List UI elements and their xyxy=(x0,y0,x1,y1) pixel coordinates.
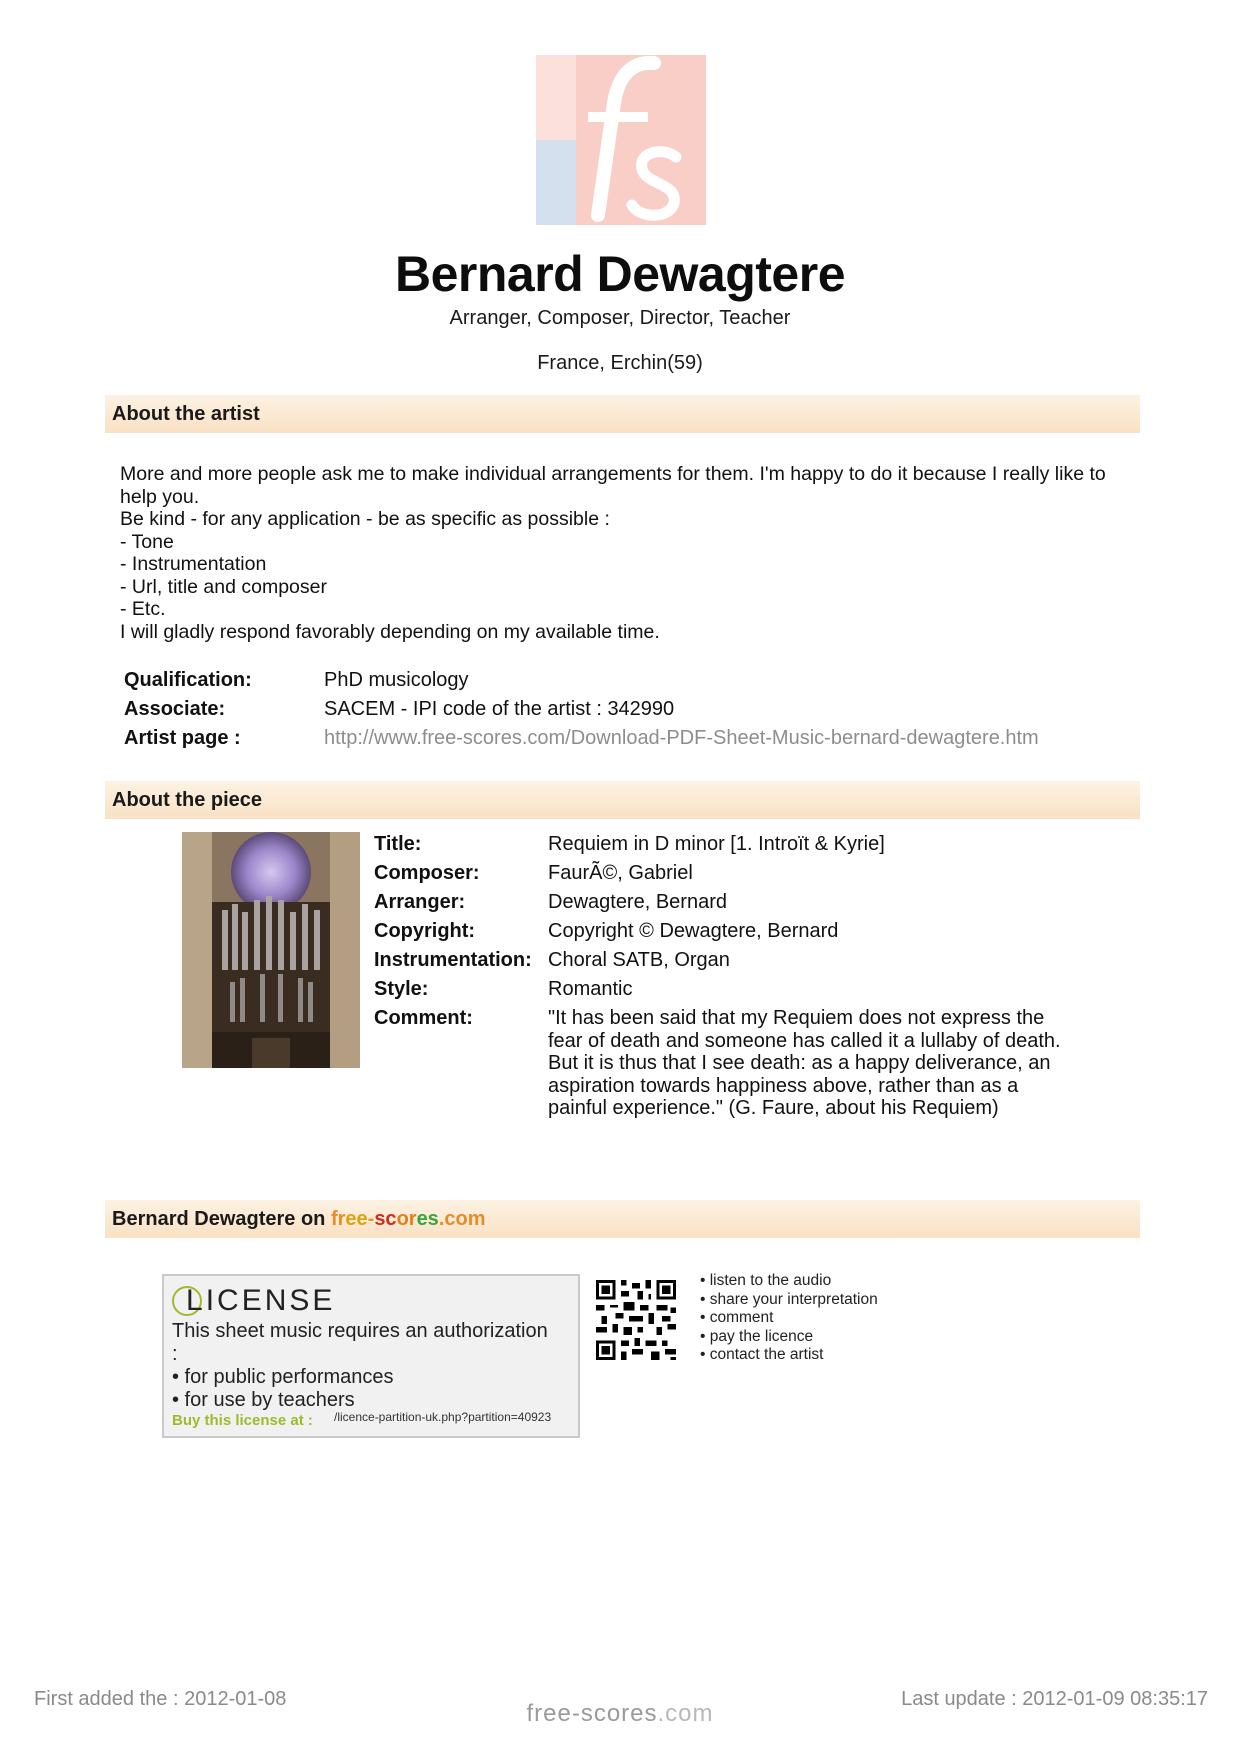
brand-part: or xyxy=(396,1208,417,1230)
artist-info-table xyxy=(124,666,1039,753)
copyright-value: Copyright © Dewagtere, Bernard xyxy=(548,920,839,942)
style-row xyxy=(374,975,1068,1004)
license-description xyxy=(172,1320,572,1412)
qr-code-icon[interactable] xyxy=(596,1280,676,1360)
associate-value: SACEM - IPI code of the artist : 342990 xyxy=(324,698,675,720)
license-line: : xyxy=(172,1343,178,1365)
artist-page-row xyxy=(124,724,1039,753)
copyright-row xyxy=(374,917,1068,946)
instrumentation-value: Choral SATB, Organ xyxy=(548,949,730,971)
artist-location: France, Erchin(59) xyxy=(537,352,703,374)
style-value: Romantic xyxy=(548,978,633,1000)
qualification-label: Qualification: xyxy=(124,669,252,691)
instrumentation-row xyxy=(374,946,1068,975)
free-scores-logo xyxy=(536,55,706,225)
artist-bio xyxy=(120,463,1130,643)
arranger-row xyxy=(374,888,1068,917)
bio-line: - Url, title and composer xyxy=(120,575,327,598)
arranger-label: Arranger: xyxy=(374,891,466,913)
brand-part: sc xyxy=(374,1208,397,1230)
features-list xyxy=(700,1272,878,1365)
license-box xyxy=(162,1274,580,1438)
footer-brand-tld: .com xyxy=(657,1700,714,1727)
associate-row xyxy=(124,695,1039,724)
piece-title-label: Title: xyxy=(374,833,422,855)
arranger-value: Dewagtere, Bernard xyxy=(548,891,727,913)
feature-contact-artist[interactable]: • contact the artist xyxy=(700,1346,824,1363)
piece-title-value: Requiem in D minor [1. Introït & Kyrie] xyxy=(548,833,885,855)
comment-row xyxy=(374,1004,1068,1120)
bio-line: - Tone xyxy=(120,530,174,553)
first-added-date: First added the : 2012-01-08 xyxy=(34,1688,287,1710)
organ-photo xyxy=(182,832,360,1068)
feature-comment[interactable]: • comment xyxy=(700,1309,774,1326)
bio-line: I will gladly respond favorably depending on my available time. xyxy=(120,620,660,643)
copyright-label: Copyright: xyxy=(374,920,476,942)
comment-label: Comment: xyxy=(374,1007,473,1029)
style-label: Style: xyxy=(374,978,429,1000)
qualification-value: PhD musicology xyxy=(324,669,469,691)
section-artist-on-site xyxy=(105,1200,1140,1238)
artist-roles: Arranger, Composer, Director, Teacher xyxy=(449,307,791,329)
last-update-date: Last update : 2012-01-09 08:35:17 xyxy=(901,1688,1208,1710)
buy-license-link[interactable]: /licence-partition-uk.php?partition=40923 xyxy=(334,1410,552,1424)
brand-part: .com xyxy=(438,1208,486,1230)
instrumentation-label: Instrumentation: xyxy=(374,949,532,971)
feature-listen-audio[interactable]: • listen to the audio xyxy=(700,1272,832,1289)
brand-part: fr xyxy=(330,1208,346,1230)
qualification-row xyxy=(124,666,1039,695)
license-line: This sheet music requires an authorization xyxy=(172,1320,548,1342)
footer-brand-main: free-scores xyxy=(526,1700,658,1727)
composer-label: Composer: xyxy=(374,862,480,884)
associate-label: Associate: xyxy=(124,698,226,720)
artist-page-label: Artist page : xyxy=(124,727,241,749)
composer-value: FaurÃ©, Gabriel xyxy=(548,862,693,884)
buy-license-label: Buy this license at : xyxy=(172,1412,313,1429)
bio-line: - Instrumentation xyxy=(120,553,267,575)
brand-part: es xyxy=(416,1208,439,1230)
piece-info-table xyxy=(374,830,1068,1120)
license-line: • for use by teachers xyxy=(172,1389,355,1411)
brand-part: ee- xyxy=(345,1208,375,1230)
artist-page-link[interactable]: http://www.free-scores.com/Download-PDF-Sheet-Music-bernard-dewagtere.htm xyxy=(324,727,1039,749)
comment-value: "It has been said that my Requiem does not express the fear of death and someone has called it a lullaby of death. But it is thus that I see death: as a happy deliverance, an aspiration towards happiness above, rather than as a painful experience." (G. Faure, about his Requiem) xyxy=(548,1007,1061,1119)
feature-share-interpretation[interactable]: • share your interpretation xyxy=(700,1290,878,1308)
composer-row xyxy=(374,859,1068,888)
license-logo-text: LICENSE xyxy=(186,1284,336,1317)
section-title-prefix: Bernard Dewagtere on xyxy=(112,1208,331,1230)
bio-line: Be kind - for any application - be as specific as possible : xyxy=(120,508,610,530)
bio-line: More and more people ask me to make individual arrangements for them. I'm happy to do it because I really like to help you. xyxy=(120,463,1112,508)
bio-line: - Etc. xyxy=(120,598,166,620)
piece-title-row xyxy=(374,830,1068,859)
section-about-piece: About the piece xyxy=(105,781,1140,819)
section-about-artist: About the artist xyxy=(105,395,1140,433)
footer-brand xyxy=(0,1700,1240,1728)
feature-pay-licence[interactable]: • pay the licence xyxy=(700,1327,814,1345)
artist-name: Bernard Dewagtere xyxy=(395,246,845,302)
license-line: • for public performances xyxy=(172,1366,394,1388)
